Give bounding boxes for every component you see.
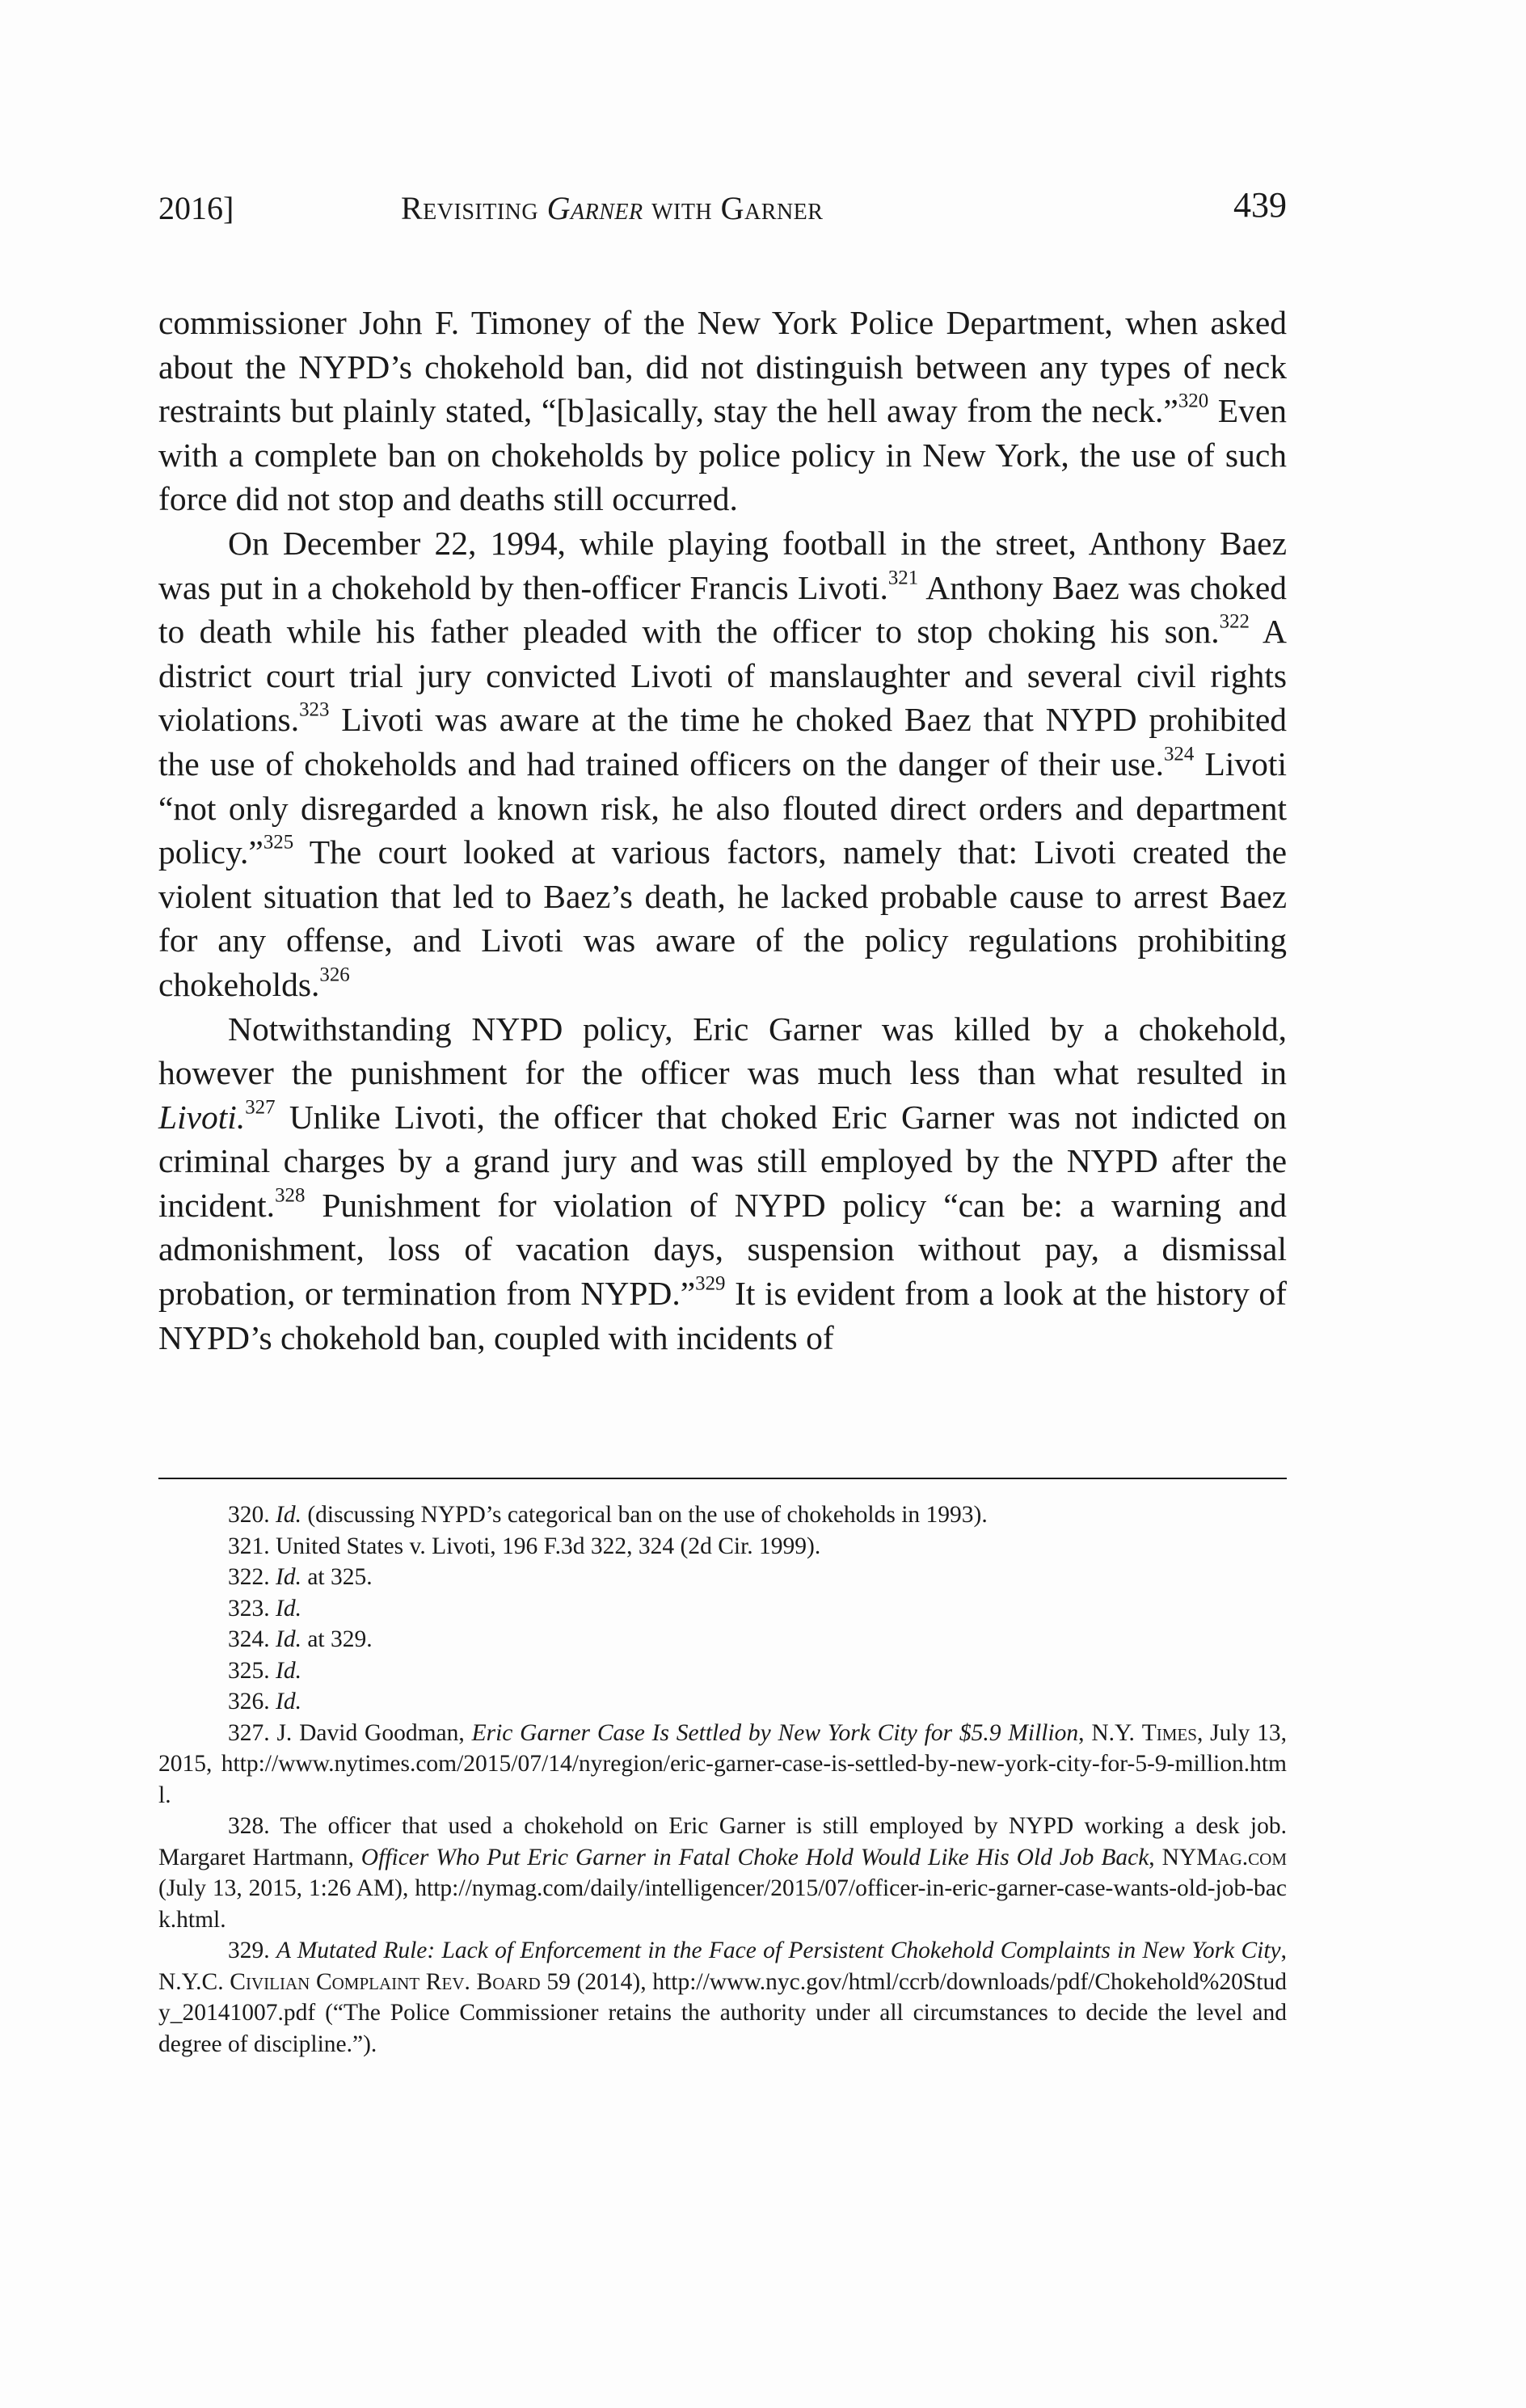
footnote-ref-321[interactable]: 321 xyxy=(887,566,919,588)
footnote-divider xyxy=(158,1478,1287,1479)
footnote-ref-323[interactable]: 323 xyxy=(299,698,330,721)
running-header xyxy=(158,184,1287,233)
footnote-ref-328[interactable]: 328 xyxy=(275,1184,306,1207)
footnote-ref-329[interactable]: 329 xyxy=(695,1272,726,1295)
footnote-323: 323. Id. xyxy=(228,1595,301,1621)
footnote-325: 325. Id. xyxy=(228,1657,301,1684)
footnote-ref-327[interactable]: 327 xyxy=(245,1096,276,1119)
footnote-ref-325[interactable]: 325 xyxy=(263,831,294,854)
footnote-320: 320. Id. (discussing NYPD’s categorical ban on the use of chokeholds in 1993). xyxy=(228,1502,988,1528)
footnote-324: 324. Id. at 329. xyxy=(228,1626,373,1652)
footnote-326: 326. Id. xyxy=(228,1689,301,1714)
footnote-ref-322[interactable]: 322 xyxy=(1219,610,1250,633)
footnote-link[interactable]: http://nymag.com/daily/intelligencer/2015/07/officer-in-eric-garner-case-wants-old-job-back.html. xyxy=(158,1875,1287,1933)
footnote-ref-324[interactable]: 324 xyxy=(1163,743,1195,765)
footnote-link[interactable]: http://www.nyc.gov/html/ccrb/downloads/pdf/Chokehold%20Study_20141007.pdf xyxy=(158,1968,1287,2026)
footnote-ref-320[interactable]: 320 xyxy=(1178,390,1209,412)
footnote-322: 322. Id. at 325. xyxy=(228,1564,373,1590)
page-number: 439 xyxy=(1233,185,1287,225)
footnote-328: 328. The officer that used a chokehold on Eric Garner is still employed by NYPD working a desk job. Margaret Hartmann, Officer Who Put Eric Garner in Fatal Choke Hold Would Like His Old Job Back, NYMag.com (July 13, 2015, 1:26 AM), http://nymag.com/daily/intelligencer/2015/07/officer-in-eric-garner-case-wants-old-job-back.html. xyxy=(158,1813,1288,1933)
footnote-ref-326[interactable]: 326 xyxy=(319,964,350,986)
footnotes xyxy=(158,1499,1287,2060)
paragraph-3: Notwithstanding NYPD policy, Eric Garner was killed by a chokehold, however the punishment for the officer was much less than what resulted in Livoti.$^{327}$ Unlike Livoti, the officer that choked Eric Garner was not indicted on criminal charges by a grand jury and was still employed by the NYPD after the incident.$^{328}$ Punishment for violation of NYPD policy “can be: a warning and admonishment, loss of vacation days, suspension without pay, a dismissal probation, or termination from NYPD.”$^{329}$ It is evident from a look at the history of NYPD’s chokehold ban, coupled with incidents of xyxy=(158,1010,1287,1356)
paragraph-2: On December 22, 1994, while playing football in the street, Anthony Baez was put in a chokehold by then-officer Francis Livoti.$^{321}$ Anthony Baez was choked to death while his father pleaded with the officer to stop choking his son.$^{322}$ A district court trial jury convicted Livoti of manslaughter and several civil rights violations.$^{323}$ Livoti was aware at the time he choked Baez that NYPD prohibited the use of chokeholds and had trained officers on the danger of their use.$^{324}$ Livoti “not only disregarded a known risk, he also flouted direct orders and department policy.”$^{325}$ The court looked at various factors, namely that: Livoti created the violent situation that led to Baez’s death, he lacked probable cause to arrest Baez for any offense, and Livoti was aware of the policy regulations prohibiting chokeholds.$^{326}$ xyxy=(158,524,1287,1003)
footnote-link[interactable]: http://www.nytimes.com/2015/07/14/nyregion/eric-garner-case-is-settled-by-new-york-city-for-5-9-million.html. xyxy=(158,1751,1287,1808)
footnote-329: 329. A Mutated Rule: Lack of Enforcement in the Face of Persistent Chokehold Complaints in New York City, N.Y.C. Civilian Complaint Rev. Board 59 (2014), http://www.nyc.gov/html/ccrb/downloads/pdf/Chokehold%20Study_20141007.pdf (“The Police Commissioner retains the authority under all circumstances to decide the level and degree of discipline.”). xyxy=(158,1938,1288,2057)
article-short-title: Revisiting Garner with Garner xyxy=(401,190,824,226)
paragraph-1: commissioner John F. Timoney of the New York Police Department, when asked about the NYPD’s chokehold ban, did not distinguish between any types of neck restraints but plainly stated, “[b]asically, stay the hell away from the neck.”$^{320}$ Even with a complete ban on chokeholds by police policy in New York, the use of such force did not stop and deaths still occurred. xyxy=(158,304,1287,518)
volume-year: 2016] xyxy=(158,190,234,226)
body-text xyxy=(158,301,1287,1360)
footnote-321: 321. United States v. Livoti, 196 F.3d 322, 324 (2d Cir. 1999). xyxy=(228,1533,821,1559)
footnote-327: 327. J. David Goodman, Eric Garner Case Is Settled by New York City for $5.9 Million, N.Y. Times, July 13, 2015, http://www.nytimes.com/2015/07/14/nyregion/eric-garner-case-is-settled-by-new-york-city-for-5-9-million.html. xyxy=(158,1719,1288,1808)
